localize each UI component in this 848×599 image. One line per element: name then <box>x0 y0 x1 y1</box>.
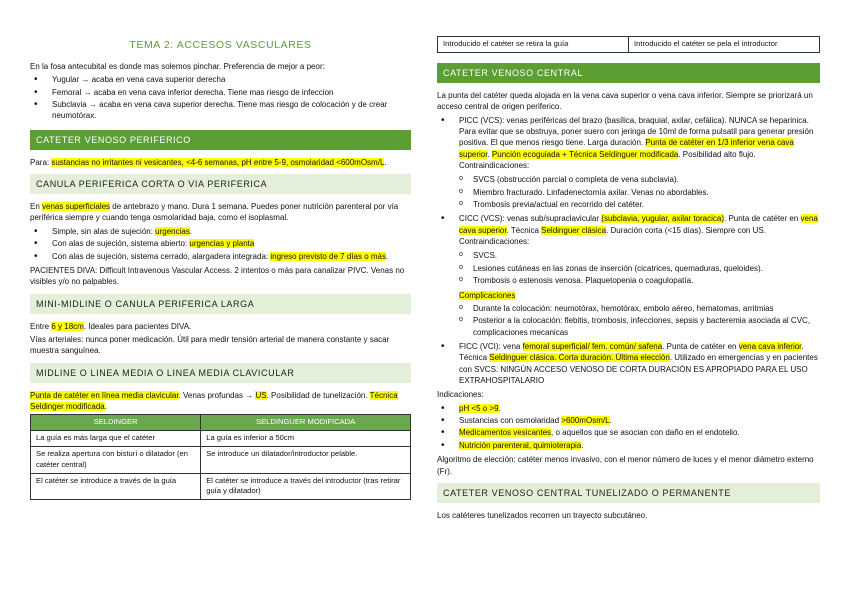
text-span: . Ideales para pacientes DIVA. <box>83 321 192 331</box>
highlight: sustancias no irritantes ni vesicantes, <4-6 semanas, pH entre 5-9, osmolaridad <600mOsm/L <box>51 157 385 167</box>
algoritmo-paragraph: Algoritmo de elección: catéter menos invasivo, con el menor número de luces y el menor diámetro externo (Fr). <box>437 455 814 476</box>
highlight: Complicaciones <box>459 290 516 300</box>
list-item: o SVCS. <box>437 250 820 261</box>
intro-paragraph: En la fosa antecubital es donde mas solemos pinchar. Preferencia de mejor a peor: <box>30 61 325 71</box>
highlight: Punta de catéter en línea media clavicular <box>30 390 179 400</box>
list-item: o SVCS (obstrucción parcial o completa de vena subclavia). <box>437 174 820 185</box>
highlight: urgencias y planta <box>189 239 255 249</box>
text-span: Simple, sin alas de sujeción: <box>52 226 156 236</box>
section-heading-cvp: CATETER VENOSO PERIFERICO <box>30 130 411 150</box>
text-span: En <box>30 202 43 212</box>
table-cell: El catéter se introduce a través del introductor (tras retirar guía y dilatador) <box>201 473 411 500</box>
text-span: . Venas profundas → <box>178 390 256 400</box>
table-cell: Se introduce un dilatador/introductor pelable. <box>201 446 411 473</box>
list-item <box>30 238 411 249</box>
document-title: TEMA 2: ACCESOS VASCULARES <box>129 39 312 51</box>
highlight: ingreso previsto de 7 días o más <box>270 251 386 261</box>
cvc-list <box>437 115 820 172</box>
highlight: Punta de catéter en 1/3 inferior vena cava superior <box>459 138 794 159</box>
table-row <box>31 446 411 473</box>
seldinger-table <box>30 414 411 500</box>
list-item-ficc <box>437 341 820 386</box>
highlight: Técnica Seldinger modificada <box>30 390 398 412</box>
midline-paragraph <box>30 390 411 413</box>
list-item: o Miembro fracturado. Linfadenectomía axilar. Venas no abordables. <box>437 187 820 198</box>
highlight: US <box>255 390 267 400</box>
section-heading-cvc: CATETER VENOSO CENTRAL <box>437 63 820 83</box>
list-item <box>437 440 820 451</box>
highlight: vena cava inferior <box>738 341 802 351</box>
list-item <box>437 427 820 438</box>
table-header-row <box>31 415 411 431</box>
text-span: . <box>384 157 387 167</box>
cvc-list-cicc <box>437 213 820 247</box>
text-span: Sustancias con osmolaridad <box>459 416 562 426</box>
complicaciones-sublist <box>437 303 820 338</box>
right-column <box>437 0 820 523</box>
list-item: o Durante la colocación: neumotórax, hemotórax, embolo aéreo, hematomas, arritmias <box>437 303 820 314</box>
text-span: . <box>609 416 612 426</box>
text-span: , o aquellos que se asocian con daño en el endotelio. <box>551 428 740 438</box>
list-item: • Femoral → acaba en vena cava inferior derecha. Tiene mas riesgo de infeccion <box>30 87 411 98</box>
complicaciones-label <box>437 290 820 301</box>
seldinger-table-continued <box>437 36 820 53</box>
cvc-intro: La punta del catéter queda alojada en la vena cava superior o vena cava inferior. Siempre se priorizará un acceso central de origen periferico. <box>437 90 813 112</box>
indicaciones-list <box>437 403 820 451</box>
list-item <box>30 251 411 262</box>
text-span: PICC (VCS): venas periféricas del brazo (basílica, braquial, axilar, cefálica). NUNCA se heparinica. Para evitar que se obstruya, poner suero con jeringa de 10ml de forma pulsatil para generar presión positiva. El que menos riesgo tiene. Larga duración. <box>459 115 814 148</box>
table-cell: La guía es más larga que el catéter <box>31 431 201 447</box>
text-span: . <box>487 149 492 159</box>
text-span: . Utilizado en emergencias y en pacientes con SVCS. NINGÚN ACCESO VENOSO DE CORTA DURACIÓN ES APROPIADO PARA EL USO EXTRAHOSPITALARIO <box>459 353 818 386</box>
list-item: o Lesiones cutáneas en las zonas de inserción (cicatrices, quemaduras, queloides). <box>437 263 820 274</box>
text-span: CICC (VCS): venas sub/supraclavicular <box>459 214 602 224</box>
highlight: Seldinguer clásica. Corta duración. Última elección <box>489 353 670 363</box>
text-span: Entre <box>30 321 52 331</box>
table-header: SELDINGUER MODIFICADA <box>201 415 411 431</box>
text-span: . Técnica <box>459 341 804 363</box>
canula-paragraph <box>30 201 411 224</box>
table-row <box>438 37 820 53</box>
list-item <box>437 415 820 426</box>
highlight: urgencias <box>155 226 190 236</box>
section-heading-canula: CANULA PERIFERICA CORTA O VIA PERIFERICA <box>30 174 411 194</box>
highlight: Seldinguer clásica <box>541 225 607 235</box>
text-span: . Punta de catéter en <box>662 341 739 351</box>
highlight: (subclavia, yugular, axilar toracica) <box>601 214 724 224</box>
list-item-cicc <box>437 213 820 247</box>
list-item: o Trombosis o estenosis venosa. Plaquetopenia o coagulopatía. <box>437 275 820 286</box>
section-heading-tunelizado: CATETER VENOSO CENTRAL TUNELIZADO O PERMANENTE <box>437 483 820 503</box>
list-item: o Posterior a la colocación: flebitis, trombosis, infecciones, sepsis y bacteremia asociada al CVC, complicaciones mecanicas <box>437 315 820 338</box>
diva-paragraph: PACIENTES DIVA: Difficult Intravenous Vascular Access. 2 intentos o más para canalizar PIVC. Venas no visibles y/o no palpables. <box>30 265 405 287</box>
section-heading-minimidline: MINI-MIDLINE O CANULA PERIFERICA LARGA <box>30 294 411 314</box>
text-span: Con alas de sujeción, sistema abierto: <box>52 239 190 249</box>
canula-list <box>30 226 411 262</box>
table-cell: Introducido el catéter se pela el introductor <box>629 37 820 53</box>
highlight: venas superficiales <box>42 202 111 212</box>
tunelizado-paragraph: Los catéteres tunelizados recorren un trayecto subcutáneo. <box>437 510 648 520</box>
text-span: . <box>498 403 501 413</box>
cvc-list-ficc <box>437 341 820 386</box>
highlight: Punción ecoguiada + Técnica Seldinguer modificada <box>491 149 679 159</box>
highlight: >600mOsm/L <box>561 416 610 426</box>
table-cell: El catéter se introduce a través de la guía <box>31 473 201 500</box>
list-item <box>437 403 820 414</box>
table-cell: La guía es inferior a 50cm <box>201 431 411 447</box>
text-span: . Punta de catéter en <box>724 214 801 224</box>
cicc-sublist <box>437 250 820 286</box>
highlight: 6 y 18cm <box>51 321 84 331</box>
minimidline-paragraph <box>30 321 411 332</box>
list-item: o Trombosis previa/actual en recorrido del catéter. <box>437 199 820 210</box>
text-span: . <box>104 402 107 412</box>
highlight: Nutrición parenteral, quimioterapia <box>459 440 582 450</box>
indicaciones-label: Indicaciones: <box>437 390 484 400</box>
picc-sublist <box>437 174 820 210</box>
text-span: . <box>385 251 389 261</box>
table-cell: Introducido el catéter se retira la guía <box>438 37 629 53</box>
text-span: . Técnica <box>506 225 542 235</box>
list-item <box>30 226 411 237</box>
table-row <box>31 431 411 447</box>
section-heading-midline: MIDLINE O LINEA MEDIA O LINEA MEDIA CLAVICULAR <box>30 363 411 383</box>
text-span: . <box>581 440 584 450</box>
intro-list <box>30 74 411 121</box>
highlight: femoral superficial/ fem. común/ safena <box>522 341 663 351</box>
highlight: Medicamentos vesicantes <box>459 428 552 438</box>
text-span: de antebrazo y mano. Dura 1 semana. Puedes poner nutrición parenteral por vía periférica siempre y cuando tenga osmolaridad baja, como el isoplasmal. <box>30 202 399 223</box>
text-span: Con alas de sujeción, sistema cerrado, alargadera integrada: <box>52 251 271 261</box>
arterial-paragraph: Vías arteriales: nunca poner medicación. Útil para medir tensión arterial de manera constante y sacar muestra sanguínea. <box>30 334 390 356</box>
highlight: vena cava superior <box>459 214 818 235</box>
text-span: . <box>189 226 193 236</box>
cvp-paragraph <box>30 157 411 168</box>
table-row <box>31 473 411 500</box>
list-item-picc <box>437 115 820 172</box>
highlight: pH <5 o >9 <box>459 403 499 413</box>
table-header: SELDINGER <box>31 415 201 431</box>
text-span: . Posibilidad alto flujo. Contraindicaciones: <box>459 149 756 170</box>
table-cell: Se realiza apertura con bisturí o dilatador (en catéter central) <box>31 446 201 473</box>
text-span: Para: <box>30 157 52 167</box>
text-span: . Duración corta (<15 días). Siempre con US. Contraindicaciones: <box>459 225 766 247</box>
text-span: . Posibilidad de tunelización. <box>266 390 370 400</box>
left-column <box>30 0 411 500</box>
list-item: • Yugular → acaba en vena cava superior derecha <box>30 74 411 85</box>
text-span: FICC (VCI): vena <box>459 341 523 351</box>
list-item: • Subclavia → acaba en vena cava superior derecha. Tiene mas riesgo de colocación y de crear neumotórax. <box>30 99 411 122</box>
